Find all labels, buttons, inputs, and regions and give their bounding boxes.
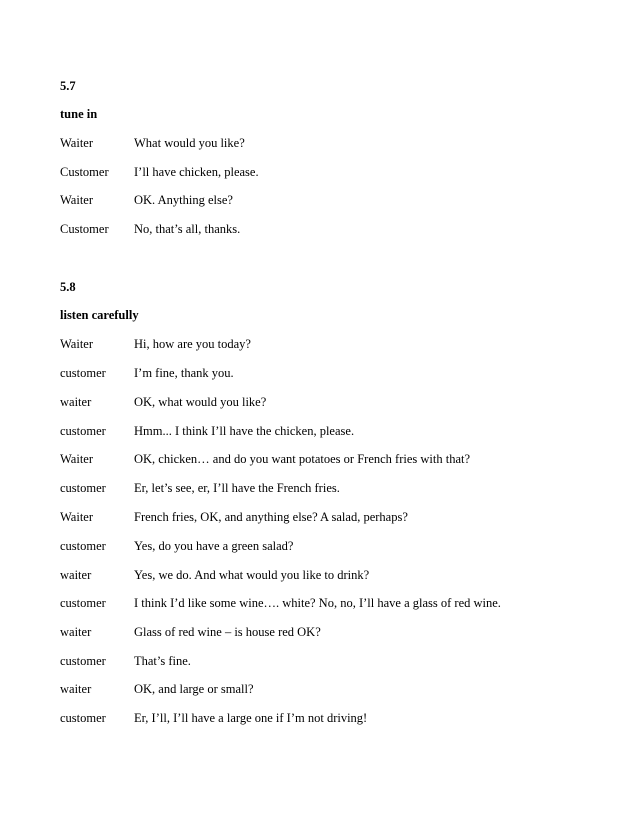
- utterance-text: I think I’d like some wine…. white? No, no, I’ll have a glass of red wine.: [134, 596, 501, 610]
- speaker-label: Waiter: [60, 452, 94, 466]
- utterance-text: Yes, do you have a green salad?: [134, 539, 294, 553]
- utterance-text: That’s fine.: [134, 654, 191, 668]
- section-number: 5.8: [60, 280, 76, 294]
- speaker-label: waiter: [60, 395, 92, 409]
- utterance-text: What would you like?: [134, 136, 245, 150]
- utterance-text: OK, chicken… and do you want potatoes or French fries with that?: [134, 452, 471, 466]
- speaker-label: customer: [60, 539, 106, 553]
- section-number: 5.7: [60, 79, 76, 93]
- utterance-text: Glass of red wine – is house red OK?: [134, 625, 321, 639]
- speaker-label: Waiter: [60, 193, 94, 207]
- speaker-label: waiter: [60, 625, 92, 639]
- speaker-label: customer: [60, 481, 106, 495]
- utterance-text: I’ll have chicken, please.: [134, 165, 259, 179]
- utterance-text: Hi, how are you today?: [134, 337, 251, 351]
- utterance-text: Yes, we do. And what would you like to drink?: [134, 568, 370, 582]
- speaker-label: waiter: [60, 568, 92, 582]
- utterance-text: Er, let’s see, er, I’ll have the French fries.: [134, 481, 340, 495]
- speaker-label: waiter: [60, 682, 92, 696]
- speaker-label: Customer: [60, 222, 109, 236]
- utterance-text: Er, I’ll, I’ll have a large one if I’m not driving!: [134, 711, 368, 725]
- speaker-label: customer: [60, 654, 106, 668]
- utterance-text: No, that’s all, thanks.: [134, 222, 241, 236]
- speaker-label: customer: [60, 424, 106, 438]
- speaker-label: Waiter: [60, 337, 94, 351]
- section-title: tune in: [60, 107, 98, 121]
- utterance-text: I’m fine, thank you.: [134, 366, 234, 380]
- utterance-text: OK, what would you like?: [134, 395, 267, 409]
- speaker-label: customer: [60, 711, 106, 725]
- utterance-text: French fries, OK, and anything else? A salad, perhaps?: [134, 510, 408, 524]
- section-title: listen carefully: [60, 308, 139, 322]
- speaker-label: Waiter: [60, 136, 94, 150]
- utterance-text: OK. Anything else?: [134, 193, 233, 207]
- speaker-label: Customer: [60, 165, 109, 179]
- speaker-label: customer: [60, 366, 106, 380]
- utterance-text: OK, and large or small?: [134, 682, 254, 696]
- utterance-text: Hmm... I think I’ll have the chicken, please.: [134, 424, 355, 438]
- speaker-label: Waiter: [60, 510, 94, 524]
- speaker-label: customer: [60, 596, 106, 610]
